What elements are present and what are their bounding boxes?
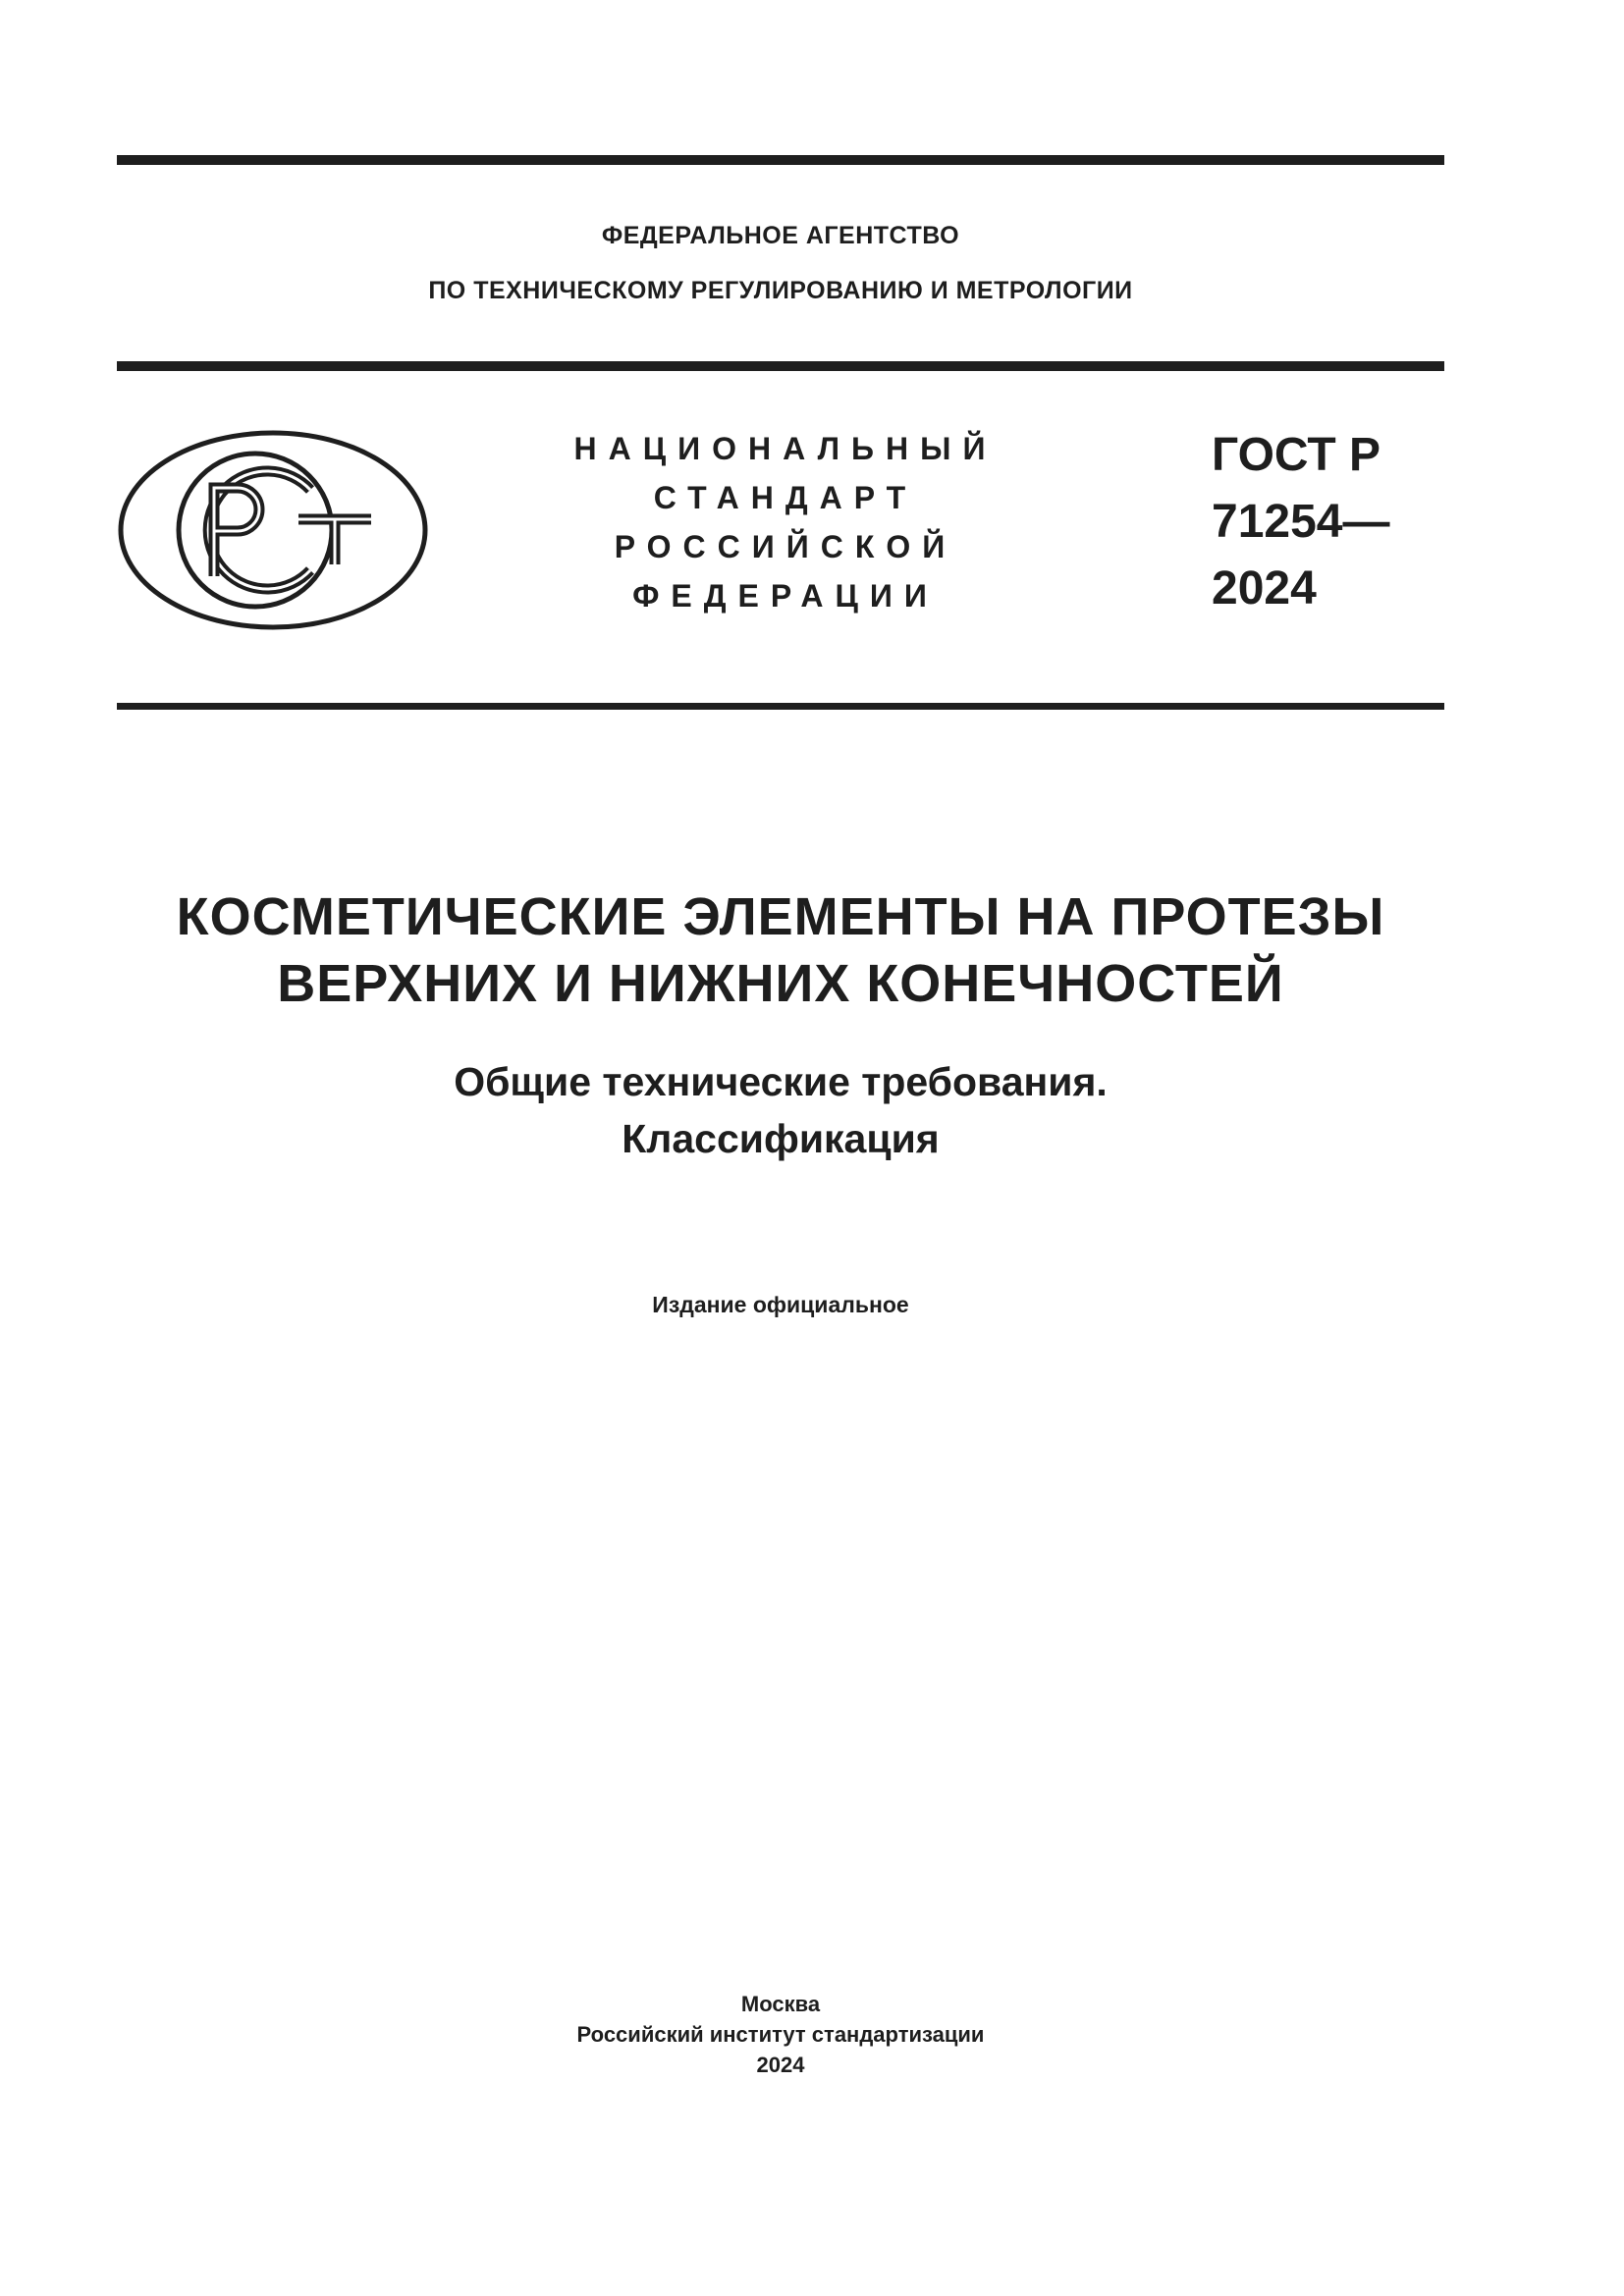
national-standard-line2: СТАНДАРТ (653, 480, 918, 515)
document-title-line1: КОСМЕТИЧЕСКИЕ ЭЛЕМЕНТЫ НА ПРОТЕЗЫ (176, 887, 1385, 946)
national-standard-line3: РОССИЙСКОЙ (614, 529, 957, 564)
standard-designation (1212, 422, 1389, 622)
rst-logo-icon (118, 429, 428, 631)
document-subtitle-line2: Классификация (622, 1116, 940, 1161)
imprint-year: 2024 (756, 2053, 805, 2077)
national-standard-line4: ФЕДЕРАЦИИ (632, 578, 939, 614)
header-bottom-rule (117, 703, 1444, 710)
designation-line1: ГОСТ Р (1212, 429, 1381, 481)
national-standard-line1: НАЦИОНАЛЬНЫЙ (573, 431, 998, 466)
document-subtitle-line1: Общие технические требования. (454, 1059, 1108, 1104)
top-rule (117, 155, 1444, 165)
agency-name-line2: ПО ТЕХНИЧЕСКОМУ РЕГУЛИРОВАНИЮ И МЕТРОЛОГИИ (428, 277, 1133, 304)
imprint-city: Москва (740, 1992, 821, 2016)
designation-line2: 71254— (1212, 496, 1390, 548)
designation-line3: 2024 (1212, 562, 1317, 614)
edition-note: Издание официальное (652, 1292, 909, 1317)
national-standard-label (540, 424, 1031, 620)
header-rule (117, 361, 1444, 371)
imprint-publisher: Российский институт стандартизации (576, 2022, 985, 2047)
document-title-line2: ВЕРХНИХ И НИЖНИХ КОНЕЧНОСТЕЙ (277, 954, 1284, 1013)
agency-name-line1: ФЕДЕРАЛЬНОЕ АГЕНТСТВО (601, 222, 960, 249)
